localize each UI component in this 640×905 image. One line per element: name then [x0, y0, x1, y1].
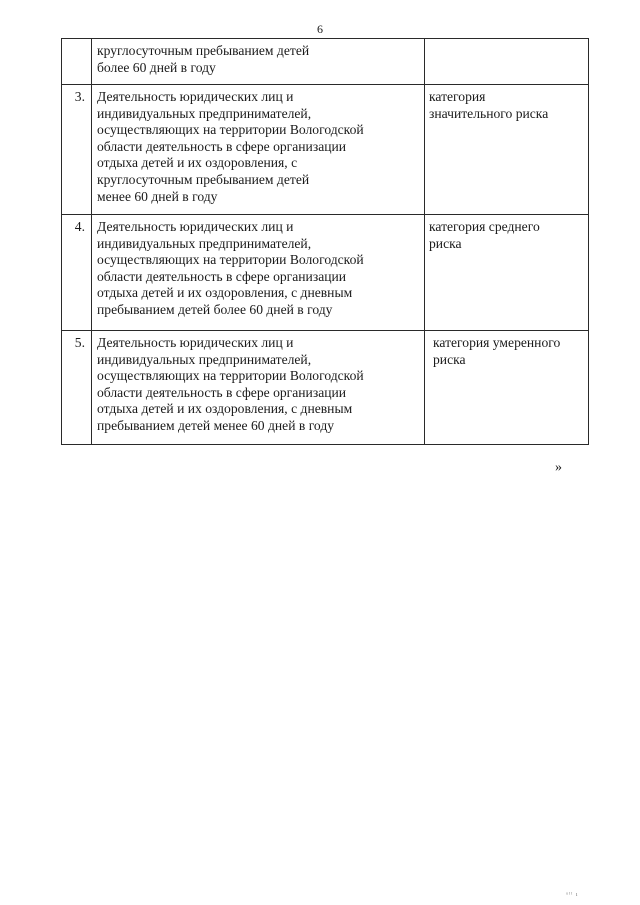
scan-artifact-mark: ᵘᴵᴵ ı — [566, 892, 579, 898]
risk-category-table — [61, 38, 589, 445]
table-row — [62, 39, 589, 85]
risk-category-cell — [425, 215, 589, 331]
category-line: категория среднего — [429, 219, 540, 234]
row-number-cell — [62, 85, 92, 215]
row-number-cell — [62, 331, 92, 445]
row-number: 5. — [74, 335, 85, 350]
activity-description-cell — [92, 331, 425, 445]
description-line: пребыванием детей более 60 дней в году — [97, 301, 333, 317]
description-line: осуществляющих на территории Вологодской — [97, 122, 364, 138]
description-line: осуществляющих на территории Вологодской — [97, 368, 364, 384]
category-line: значительного риска — [429, 105, 549, 121]
description-line: круглосуточным пребыванием детей — [97, 171, 310, 187]
description-line: более 60 дней в году — [97, 59, 216, 75]
description-line: осуществляющих на территории Вологодской — [97, 252, 364, 268]
description-line: индивидуальных предпринимателей, — [97, 235, 312, 251]
row-number: 4. — [74, 219, 85, 234]
category-line: категория умеренного — [433, 335, 561, 350]
description-line: Деятельность юридических лиц и — [97, 219, 294, 234]
activity-description-cell — [92, 85, 425, 215]
description-line: индивидуальных предпринимателей, — [97, 351, 312, 367]
row-number-cell — [62, 39, 92, 85]
description-line: области деятельность в сфере организации — [97, 268, 347, 284]
category-line: риска — [429, 235, 462, 251]
description-line: отдыха детей и их оздоровления, с дневным — [97, 285, 353, 301]
description-line: отдыха детей и их оздоровления, с — [97, 155, 298, 171]
row-number-cell — [62, 215, 92, 331]
table-row — [62, 85, 589, 215]
description-line: отдыха детей и их оздоровления, с дневным — [97, 401, 353, 417]
description-line: области деятельность в сфере организации — [97, 138, 347, 154]
description-line: Деятельность юридических лиц и — [97, 335, 294, 350]
closing-quote-mark: » — [555, 460, 562, 475]
description-line: менее 60 дней в году — [97, 188, 218, 204]
description-line: пребыванием детей менее 60 дней в году — [97, 417, 335, 433]
category-line: категория — [429, 89, 486, 104]
risk-category-cell — [425, 39, 589, 85]
table-row — [62, 331, 589, 445]
risk-category-cell — [425, 85, 589, 215]
description-line: области деятельность в сфере организации — [97, 384, 347, 400]
description-line: круглосуточным пребыванием детей — [97, 43, 310, 58]
activity-description-cell — [92, 215, 425, 331]
row-number: 3. — [74, 89, 85, 104]
activity-description-cell — [92, 39, 425, 85]
page-number: 6 — [317, 22, 323, 36]
risk-category-cell — [425, 331, 589, 445]
description-line: Деятельность юридических лиц и — [97, 89, 294, 104]
description-line: индивидуальных предпринимателей, — [97, 105, 312, 121]
category-line: риска — [433, 351, 466, 367]
table-row — [62, 215, 589, 331]
